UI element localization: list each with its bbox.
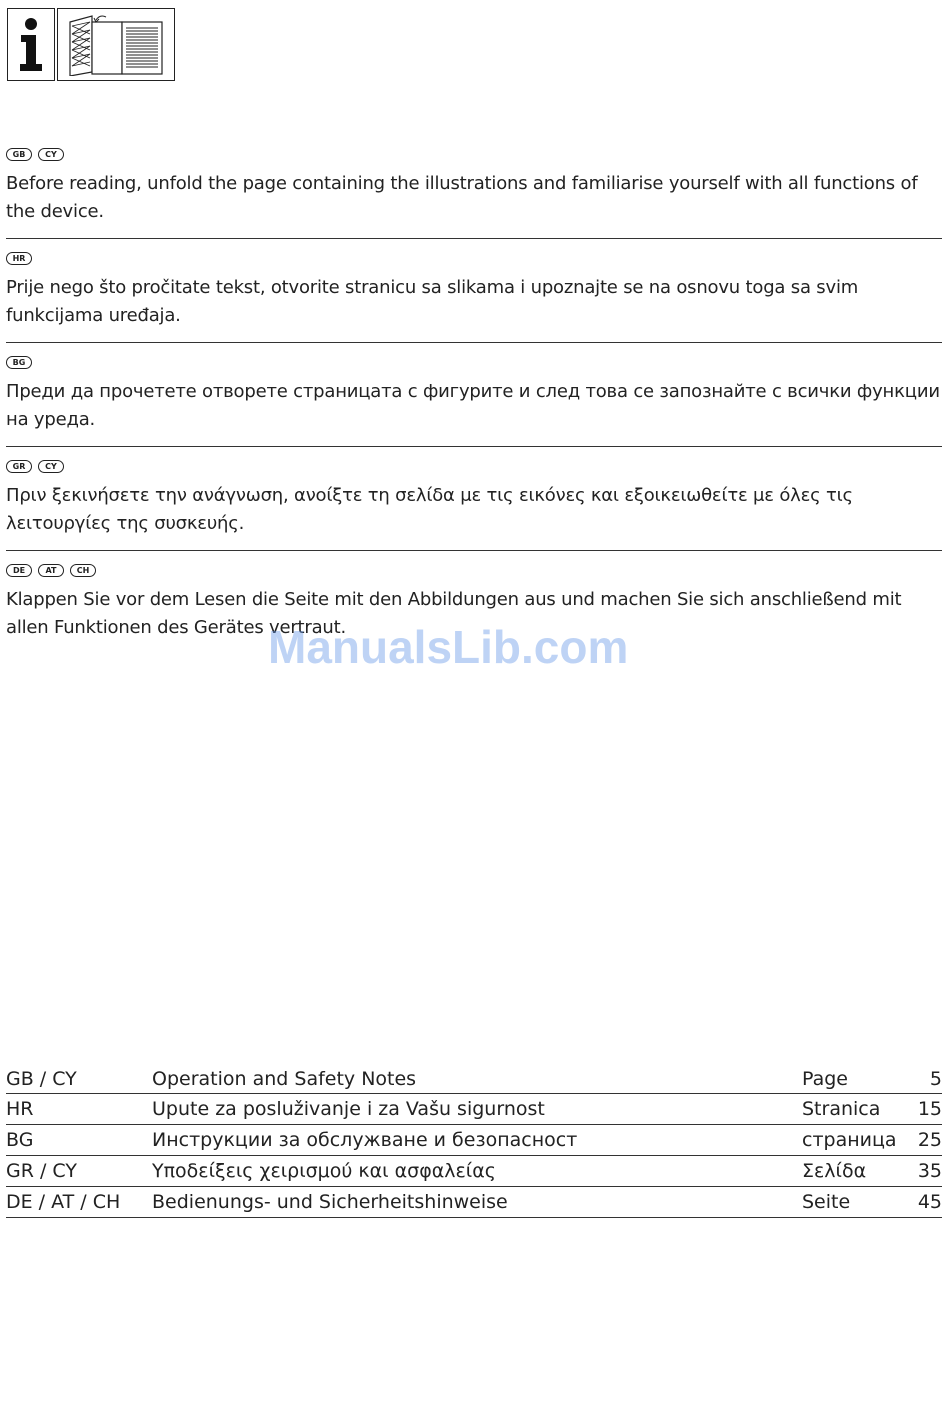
- language-badges: [6, 252, 942, 268]
- language-badge: DE: [6, 564, 32, 577]
- language-badges: [6, 148, 942, 164]
- table-row[interactable]: [6, 1125, 942, 1156]
- section-text: Πριν ξεκινήσετε την ανάγνωση, ανοίξτε τη σελίδα με τις εικόνες και εξοικειωθείτε με όλες τις λειτουργίες της συσκευής.: [6, 485, 853, 534]
- toc-title: Upute za posluživanje i za Vašu sigurnost: [152, 1094, 802, 1125]
- toc-page-label: Seite: [802, 1187, 902, 1218]
- section-text: Prije nego što pročitate tekst, otvorite stranicu sa slikama i upoznajte se na osnovu toga sa svim funkcijama uređaja.: [6, 277, 859, 326]
- toc-page-label: страница: [802, 1125, 902, 1156]
- table-row[interactable]: [6, 1187, 942, 1218]
- table-of-contents: [6, 1064, 942, 1218]
- section-gr-cy: [6, 460, 942, 551]
- language-badge: BG: [6, 356, 32, 369]
- toc-language-code: GB / CY: [6, 1064, 152, 1094]
- language-badge: HR: [6, 252, 32, 265]
- language-badges: [6, 564, 942, 580]
- toc-title: Bedienungs- und Sicherheitshinweise: [152, 1187, 802, 1218]
- language-badge: CH: [70, 564, 96, 577]
- toc-page-number: 25: [902, 1125, 942, 1156]
- toc-language-code: DE / AT / CH: [6, 1187, 152, 1218]
- toc-page-number: 35: [902, 1156, 942, 1187]
- section-gb-cy: [6, 148, 942, 239]
- language-badge: CY: [38, 148, 64, 161]
- toc-language-code: GR / CY: [6, 1156, 152, 1187]
- language-badges: [6, 356, 942, 372]
- language-badges: [6, 460, 942, 476]
- section-text: Klappen Sie vor dem Lesen die Seite mit den Abbildungen aus und machen Sie sich anschließend mit allen Funktionen des Gerätes vertraut.: [6, 589, 902, 638]
- language-badge: CY: [38, 460, 64, 473]
- header-icons: [7, 8, 175, 81]
- toc-page-label: Page: [802, 1064, 902, 1094]
- toc-page-number: 45: [902, 1187, 942, 1218]
- section-hr: [6, 252, 942, 343]
- toc-page-label: Σελίδα: [802, 1156, 902, 1187]
- toc-language-code: HR: [6, 1094, 152, 1125]
- language-badge: AT: [38, 564, 64, 577]
- table-row[interactable]: [6, 1156, 942, 1187]
- section-de-at-ch: [6, 564, 942, 654]
- toc-page-number: 5: [902, 1064, 942, 1094]
- section-text: Преди да прочетете отворете страницата с фигурите и след това се запознайте с всички функции на уреда.: [6, 381, 940, 430]
- language-badge: GB: [6, 148, 32, 161]
- toc-page-number: 15: [902, 1094, 942, 1125]
- toc-language-code: BG: [6, 1125, 152, 1156]
- toc-page-label: Stranica: [802, 1094, 902, 1125]
- info-icon: [7, 8, 55, 81]
- watermark: ManualsLib.com: [268, 621, 629, 673]
- toc-title: Υποδείξεις χειρισμού και ασφαλείας: [152, 1156, 802, 1187]
- section-bg: [6, 356, 942, 447]
- toc-title: Operation and Safety Notes: [152, 1064, 802, 1094]
- table-row[interactable]: [6, 1064, 942, 1094]
- table-row[interactable]: [6, 1094, 942, 1125]
- unfold-page-icon: [57, 8, 175, 81]
- language-sections: [6, 148, 942, 667]
- language-badge: GR: [6, 460, 32, 473]
- section-text: Before reading, unfold the page containing the illustrations and familiarise yourself with all functions of the device.: [6, 173, 918, 222]
- toc-title: Инструкции за обслужване и безопасност: [152, 1125, 802, 1156]
